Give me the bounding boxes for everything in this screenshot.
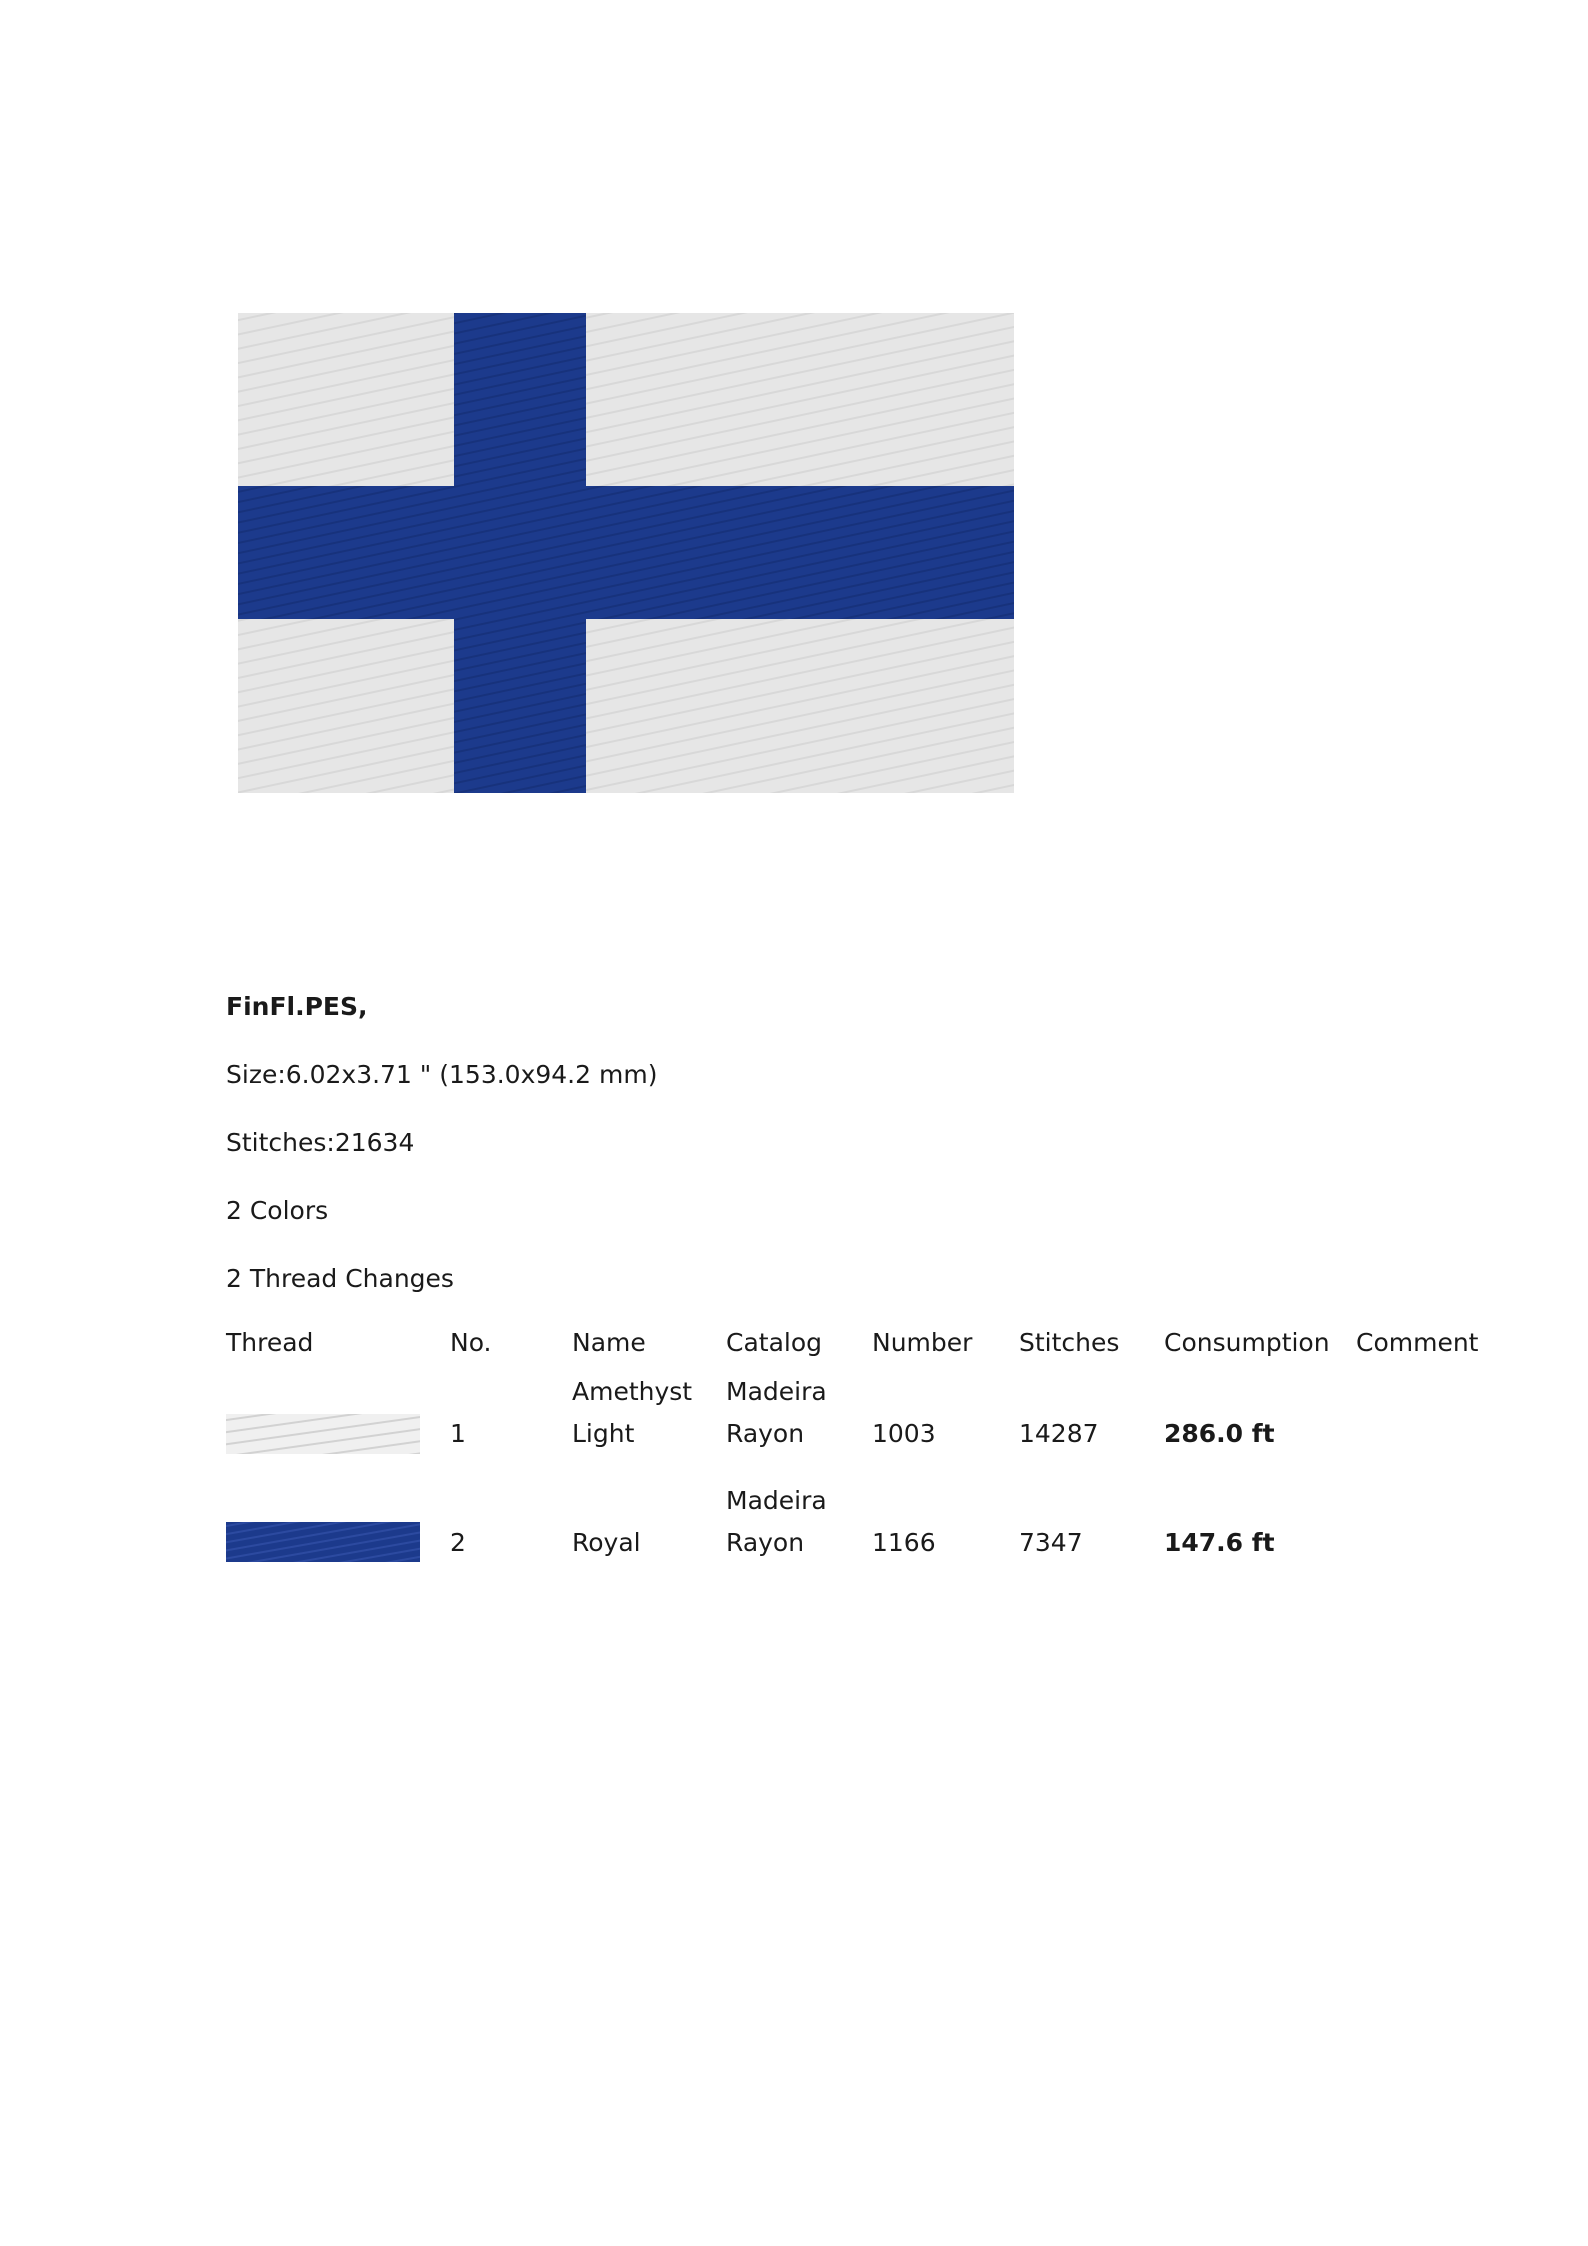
row-2-no: 2	[450, 1528, 466, 1557]
header-catalog: Catalog	[726, 1328, 823, 1357]
embroidery-preview-image	[238, 313, 1014, 793]
header-number: Number	[872, 1328, 973, 1357]
thread-table	[226, 1322, 1479, 1602]
row-1-no: 1	[450, 1419, 466, 1448]
row-1-catalog-line2: Rayon	[726, 1419, 805, 1448]
row-2-name: Royal	[572, 1528, 641, 1557]
row-2-stitches: 7347	[1019, 1528, 1083, 1557]
header-thread: Thread	[226, 1328, 314, 1357]
row-2-number: 1166	[872, 1528, 936, 1557]
header-stitches: Stitches	[1019, 1328, 1120, 1357]
design-thread-changes: 2 Thread Changes	[226, 1264, 454, 1293]
header-no: No.	[450, 1328, 492, 1357]
row-1-stitches: 14287	[1019, 1419, 1099, 1448]
header-consumption: Consumption	[1164, 1328, 1330, 1357]
row-1-number: 1003	[872, 1419, 936, 1448]
header-comment: Comment	[1356, 1328, 1479, 1357]
row-1-catalog-line1: Madeira	[726, 1377, 827, 1406]
row-1-name-line2: Light	[572, 1419, 635, 1448]
thread-swatch-2	[226, 1522, 420, 1562]
row-2-catalog-line2: Rayon	[726, 1528, 805, 1557]
thread-swatch-1	[226, 1414, 420, 1454]
flag-cross-horizontal	[238, 486, 1014, 619]
row-1-consumption: 286.0 ft	[1164, 1419, 1275, 1448]
design-stitch-count: Stitches:21634	[226, 1128, 415, 1157]
row-2-consumption: 147.6 ft	[1164, 1528, 1275, 1557]
row-2-catalog-line1: Madeira	[726, 1486, 827, 1515]
design-filename: FinFl.PES,	[226, 992, 368, 1021]
row-1-name-line1: Amethyst	[572, 1377, 693, 1406]
design-size: Size:6.02x3.71 " (153.0x94.2 mm)	[226, 1060, 658, 1089]
header-name: Name	[572, 1328, 646, 1357]
design-color-count: 2 Colors	[226, 1196, 329, 1225]
finland-flag-image	[238, 313, 1014, 793]
